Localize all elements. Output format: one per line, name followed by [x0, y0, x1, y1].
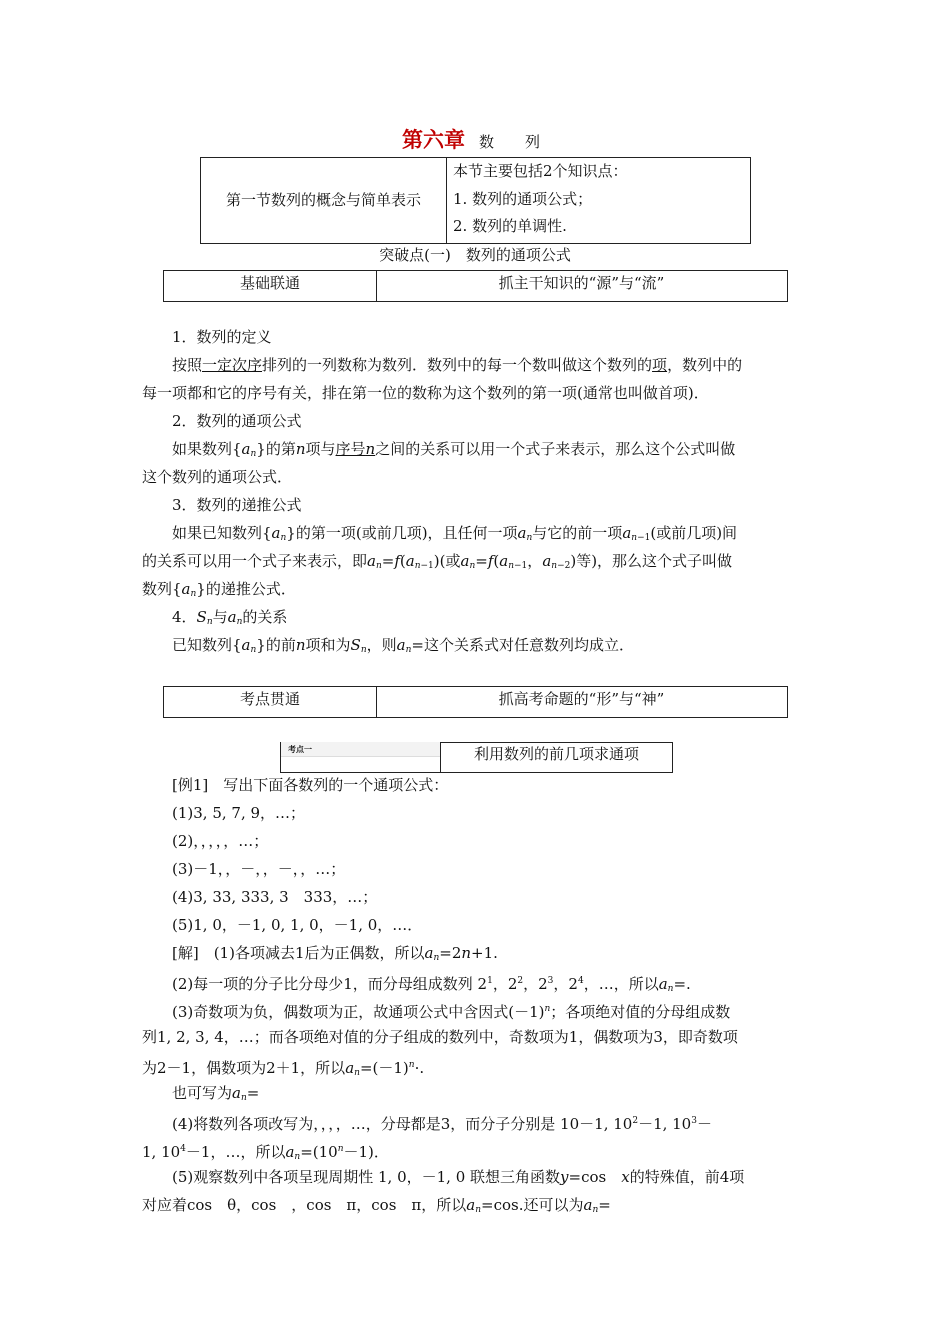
- para-sn-an: 已知数列$\{a_n\}$的前n项和为$S_n$，则$a_n=$这个关系式对任意数列均成立．: [172, 636, 634, 655]
- para-definition-1: 按照一定次序排列的一列数称为数列．数列中的每一个数叫做这个数列的项，数列中的: [172, 356, 743, 374]
- para-recurrence-3: 数列$\{a_n\}$的递推公式．: [142, 580, 296, 599]
- solution-2: (2)每一项的分子比分母少1，而分母组成数列 $2^1$，$2^2$，$2^3$，$2^4$，…，所以$a_n=$.: [172, 975, 691, 994]
- para-general-term-2: 这个数列的通项公式．: [142, 468, 293, 486]
- solution-3-line-2: 列1, 2, 3, 4，…；而各项绝对值的分子组成的数列中，奇数项为1，偶数项为3，即奇数项: [142, 1028, 738, 1046]
- basics-bar-right: 抓主干知识的“源”与“流”: [498, 274, 665, 292]
- chapter-subtitle: 数 列: [478, 133, 548, 151]
- solution-4-line-1: (4)将数列各项改写为，，，，…，分母都是3，而分子分别是 10－1, $10^2-1$, $10^3-$: [172, 1115, 712, 1133]
- example-q5: (5)1, 0，－1, 0, 1, 0，－1, 0，…．: [172, 916, 423, 934]
- breakthrough-title: 突破点(一) 数列的通项公式: [379, 246, 571, 264]
- chapter-number: 第六章: [401, 128, 465, 152]
- example-q3: (3)－1，，－，，－，，…；: [172, 860, 346, 878]
- para-definition-2: 每一项都和它的序号有关，排在第一位的数称为这个数列的第一项(通常也叫做首项)．: [142, 384, 709, 402]
- chapter-title: [0, 124, 950, 154]
- basics-bar: [163, 270, 788, 302]
- heading-recurrence: 3．数列的递推公式: [172, 496, 302, 514]
- example-q2: (2)，，，，，…；: [172, 832, 269, 850]
- example-label: [例1] 写出下面各数列的一个通项公式：: [172, 776, 449, 794]
- kaodian-title-box: [440, 742, 673, 773]
- kaodian-left-border: [280, 742, 281, 773]
- kaodian-tag-text: 考点一: [288, 744, 312, 754]
- section-intro: 本节主要包括2个知识点：: [453, 162, 628, 180]
- exam-bar-left: 考点贯通: [164, 687, 377, 717]
- exam-bar-right: 抓高考命题的“形”与“神”: [498, 690, 665, 708]
- solution-5-line-1: (5)观察数列中各项呈现周期性 1, 0，－1, 0 联想三角函数y=cos x的特殊值，前4项: [172, 1168, 745, 1186]
- solution-3-line-4: 也可写为$a_n=$: [172, 1084, 260, 1103]
- solution-5-line-2: 对应着cos θ，cos ，cos π，cos π，所以$a_n=\cos$.还可以为$a_n=$: [142, 1196, 611, 1215]
- section-name: 第一节数列的概念与简单表示: [201, 158, 447, 243]
- solution-4-line-2: 1, $10^4-1$，…，所以$a_n=(10^n-1)$．: [142, 1143, 389, 1162]
- solution-1: [解] (1)各项减去1后为正偶数，所以$a_n=2n+1$.: [172, 944, 498, 963]
- basics-bar-left: 基础联通: [164, 271, 377, 301]
- heading-definition: 1．数列的定义: [172, 328, 272, 346]
- heading-general-term: 2．数列的通项公式: [172, 412, 302, 430]
- solution-3-line-3: 为2－1，偶数项为2＋1，所以$a_n=(-1)^n\cdot$.: [142, 1059, 425, 1078]
- example-q4: (4)3, 33, 333, 3 333，…；: [172, 888, 378, 906]
- example-q1: (1)3, 5, 7, 9，…；: [172, 804, 306, 822]
- exam-bar: [163, 686, 788, 718]
- section-box: [200, 157, 751, 244]
- para-general-term-1: 如果数列$\{a_n\}$的第n项与序号n之间的关系可以用一个式子来表示，那么这个公式叫做: [172, 440, 736, 459]
- kaodian-tag: [280, 742, 440, 757]
- kaodian-header: [280, 742, 673, 773]
- section-item-2: 2. 数列的单调性.: [453, 217, 567, 235]
- heading-sn-an: 4．$S_n$与$a_n$的关系: [172, 608, 288, 627]
- kaodian-bottom-border: [280, 772, 440, 773]
- para-recurrence-2: 的关系可以用一个式子来表示，即$a_n=f(a_{n-1})$(或$a_n=f(a_{n-1}$，$a_{n-2}$)等)，那么这个式子叫做: [142, 552, 733, 571]
- solution-3-line-1: (3)奇数项为负，偶数项为正，故通项公式中含因式$(-1)^n$；各项绝对值的分母组成数: [172, 1003, 731, 1021]
- section-item-1: 1. 数列的通项公式；: [453, 190, 593, 208]
- kaodian-title: 利用数列的前几项求通项: [473, 745, 639, 763]
- para-recurrence-1: 如果已知数列$\{a_n\}$的第一项(或前几项)，且任何一项$a_n$与它的前一项$a_{n-1}$(或前几项)间: [172, 524, 738, 543]
